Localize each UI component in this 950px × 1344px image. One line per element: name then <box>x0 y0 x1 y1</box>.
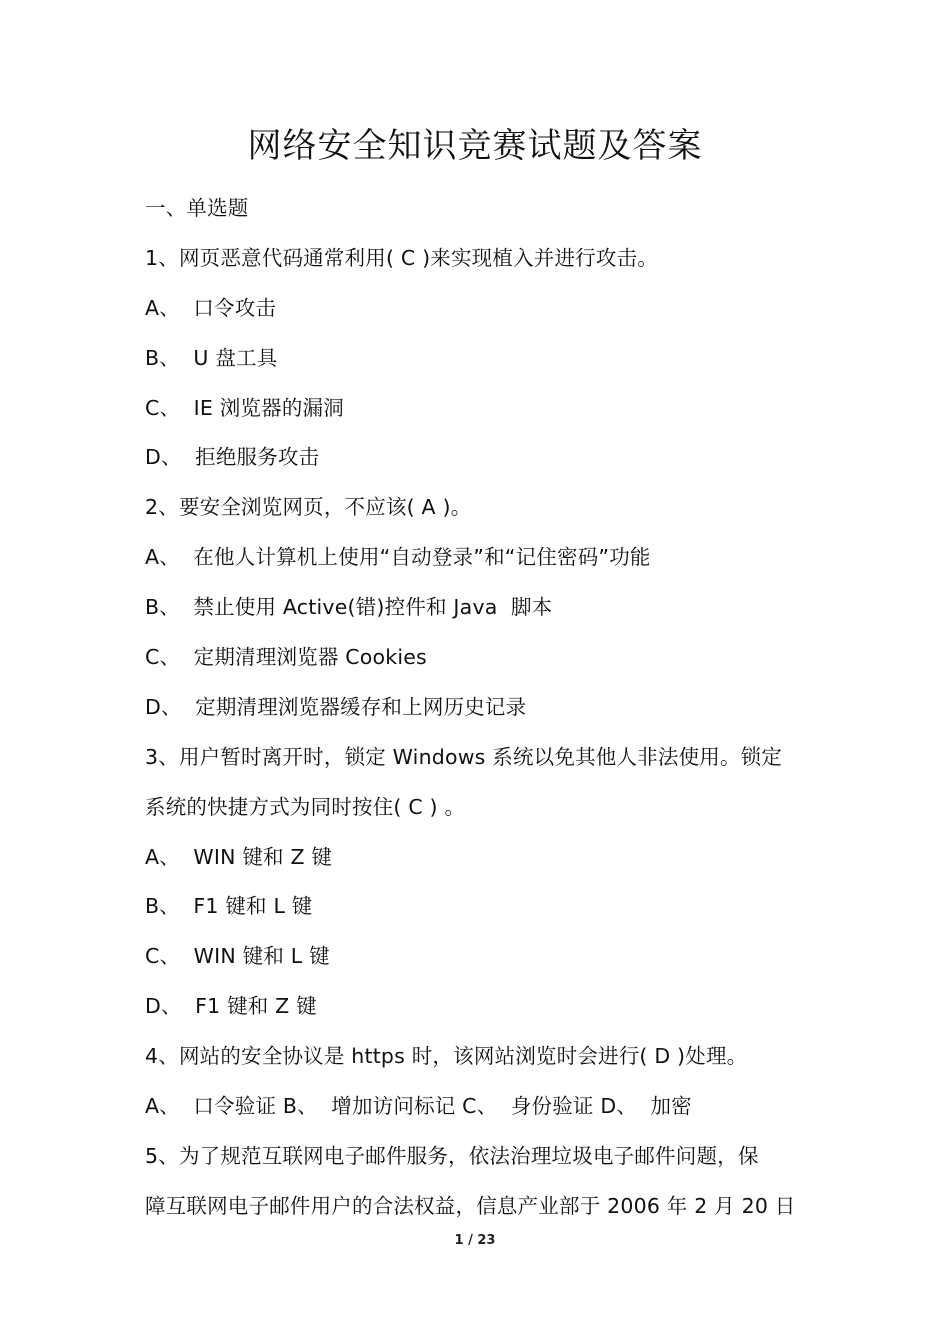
question-1-option-d: D、 拒绝服务攻击 <box>145 445 320 470</box>
question-2: 2、要安全浏览网页，不应该( A )。 <box>145 495 472 520</box>
question-5-line-2: 障互联网电子邮件用户的合法权益，信息产业部于 2006 年 2 月 20 日 <box>145 1193 796 1218</box>
question-2-option-d: D、 定期清理浏览器缓存和上网历史记录 <box>145 694 527 719</box>
question-3-option-b: B、 F1 键和 L 键 <box>145 894 313 919</box>
question-2-option-a: A、 在他人计算机上使用“自动登录”和“记住密码”功能 <box>145 545 651 570</box>
document-body <box>145 184 810 1232</box>
page-number: 1 / 23 <box>454 1233 496 1248</box>
question-3-line-2: 系统的快捷方式为同时按住( C ) 。 <box>145 794 466 819</box>
question-4-options: A、 口令验证 B、 增加访问标记 C、 身份验证 D、 加密 <box>145 1094 692 1119</box>
question-1-option-b: B、 U 盘工具 <box>145 345 278 370</box>
document-title: 网络安全知识竞赛试题及答案 <box>247 126 703 166</box>
question-2-option-c: C、 定期清理浏览器 Cookies <box>145 645 427 670</box>
question-3-option-c: C、 WIN 键和 L 键 <box>145 944 330 969</box>
question-4: 4、网站的安全协议是 https 时，该网站浏览时会进行( D )处理。 <box>145 1044 748 1069</box>
question-1-option-c: C、 IE 浏览器的漏洞 <box>145 395 344 420</box>
question-3-option-d: D、 F1 键和 Z 键 <box>145 994 317 1019</box>
question-1-option-a: A、 口令攻击 <box>145 295 277 320</box>
question-3-option-a: A、 WIN 键和 Z 键 <box>145 844 333 869</box>
question-3-line-1: 3、用户暂时离开时，锁定 Windows 系统以免其他人非法使用。锁定 <box>145 744 783 769</box>
section-heading: 一、单选题 <box>145 196 249 220</box>
question-2-option-b: B、 禁止使用 Active(错)控件和 Java 脚本 <box>145 595 553 620</box>
question-1: 1、网页恶意代码通常利用( C )来实现植入并进行攻击。 <box>145 245 658 270</box>
question-5-line-1: 5、为了规范互联网电子邮件服务，依法治理垃圾电子邮件问题，保 <box>145 1143 759 1168</box>
